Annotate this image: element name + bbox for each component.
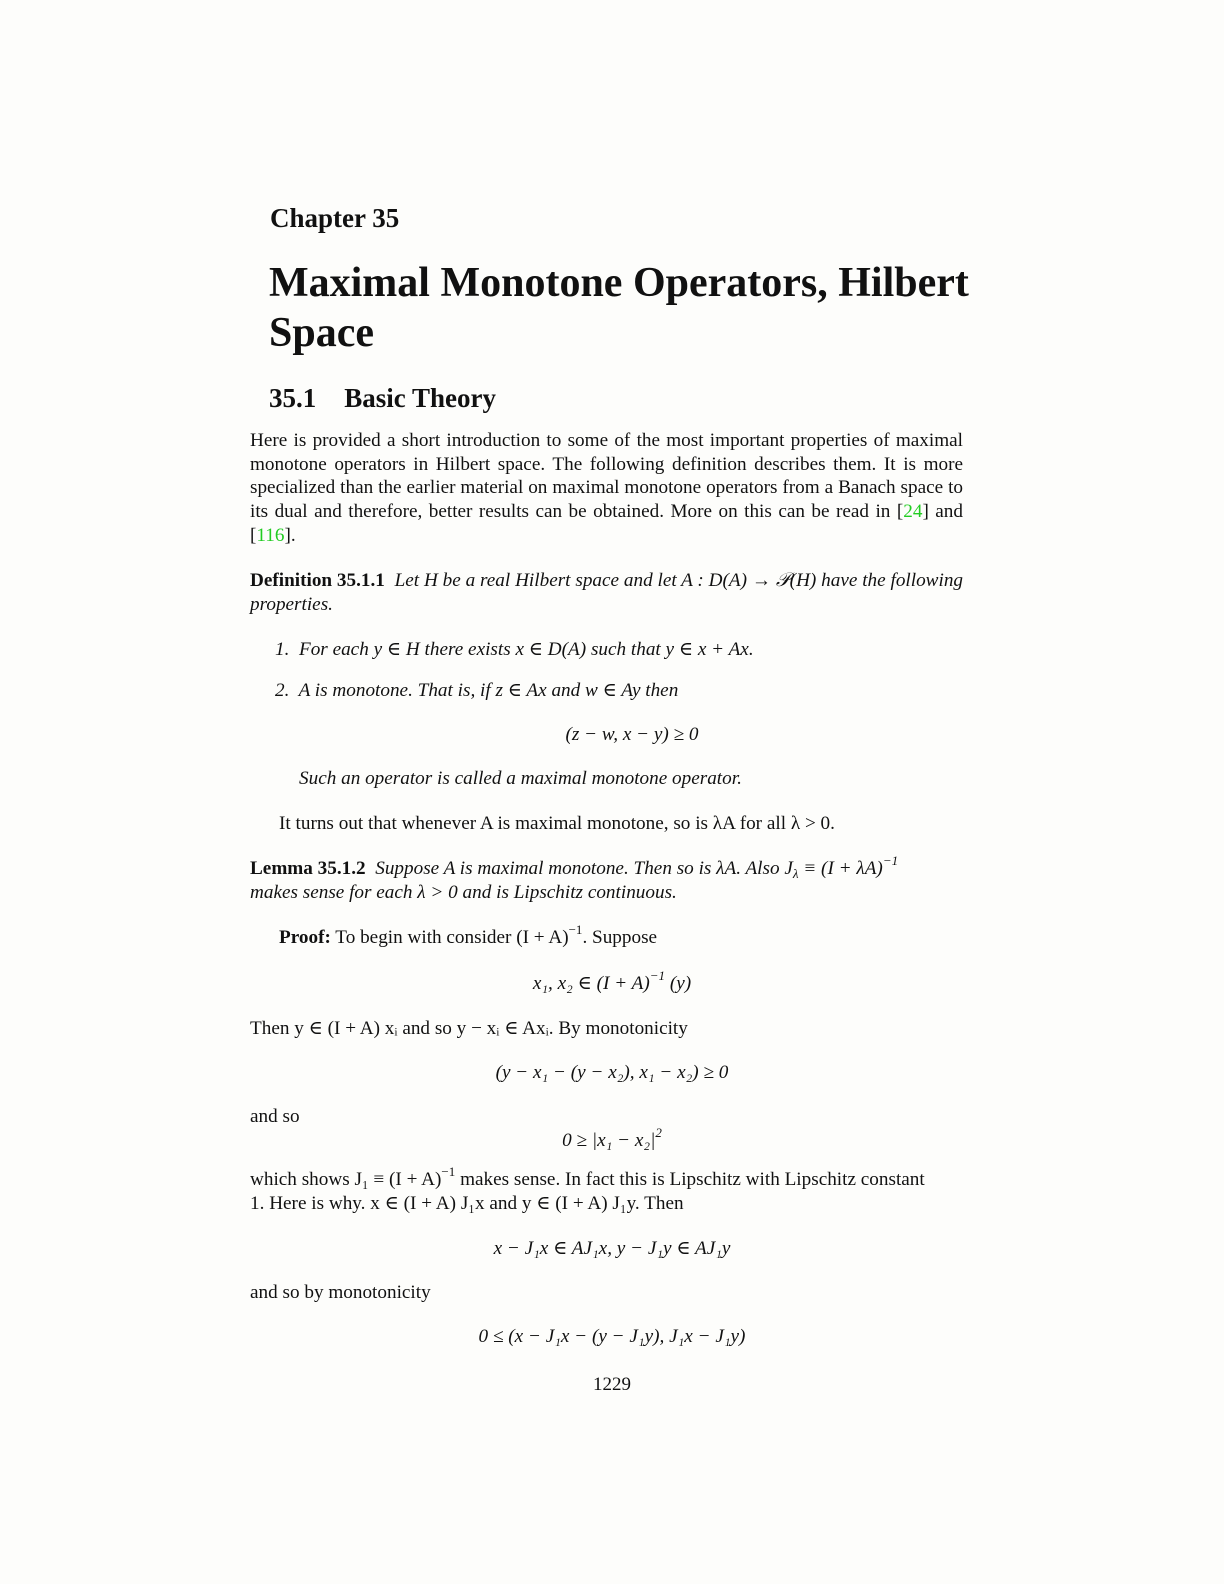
section-heading bbox=[269, 383, 496, 414]
equation-monotone: (z − w, x − y) ≥ 0 bbox=[565, 724, 699, 745]
proof-and-so: and so bbox=[250, 1106, 300, 1127]
remark-text: It turns out that whenever A is maximal monotone, so is λA for all λ > 0. bbox=[279, 813, 835, 834]
definition-item: 2. A is monotone. That is, if z ∈ Ax and w ∈ Ay then bbox=[275, 680, 679, 701]
citation-link[interactable]: 116 bbox=[256, 524, 285, 546]
page-number: 1229 bbox=[593, 1374, 631, 1395]
equation-preimage: x₁, x₂ ∈ $(I + A)^{-1}$ (y) bbox=[532, 968, 692, 994]
definition-statement: Definition 35.1.1 Let H be a real Hilbert space and let A : D(A) → 𝒫(H) have the following properties. bbox=[250, 570, 964, 615]
lemma-label: Lemma 35.1.2 bbox=[250, 858, 366, 879]
section-title: Basic Theory bbox=[344, 383, 497, 413]
citation-link[interactable]: 24 bbox=[903, 501, 923, 523]
definition-item: 1. For each y ∈ H there exists x ∈ D(A) such that y ∈ x + Ax. bbox=[275, 639, 754, 660]
proof-intro: Proof: To begin with consider $(I + A)^{-1}$. Suppose bbox=[279, 922, 658, 948]
proof-label: Proof: bbox=[279, 927, 331, 948]
chapter-title: Maximal Monotone Operators, Hilbert Space bbox=[269, 260, 969, 356]
definition-label: Definition 35.1.1 bbox=[250, 570, 385, 591]
lemma-statement: Lemma 35.1.2 Suppose A is maximal monotone. Then so is λA. Also $J_\lambda \equiv (I + \lambda A)^{-1}$ makes sense for each λ > 0 and is Lipschitz continuous. bbox=[250, 853, 899, 903]
chapter-label: Chapter 35 bbox=[270, 203, 400, 233]
proof-and-so-mono: and so by monotonicity bbox=[250, 1282, 431, 1303]
equation-lipschitz: 0 ≤ (x − J₁x − (y − J₁y), J₁x − J₁y) bbox=[478, 1326, 746, 1347]
definition-closing: Such an operator is called a maximal monotone operator. bbox=[299, 768, 742, 789]
equation-norm: $0 \ge |x_1 - x_2|^2$ bbox=[562, 1125, 662, 1151]
equation-monotonicity: (y − x₁ − (y − x₂), x₁ − x₂) ≥ 0 bbox=[495, 1062, 729, 1083]
section-number: 35.1 bbox=[269, 383, 317, 413]
equation-resolvent: x − J₁x ∈ AJ₁x, y − J₁y ∈ AJ₁y bbox=[493, 1238, 731, 1259]
proof-which-shows: which shows $J_1 \equiv (I + A)^{-1}$ makes sense. In fact this is Lipschitz with Lipschitz constant 1. Here is why. x ∈ (I + A) J₁x and y ∈ (I + A) J₁y. Then bbox=[250, 1164, 925, 1214]
proof-then-line: Then y ∈ (I + A) xᵢ and so y − xᵢ ∈ Axᵢ. By monotonicity bbox=[250, 1018, 688, 1039]
intro-paragraph: Here is provided a short introduction to some of the most important properties of maximal monotone operators in Hilbert space. The following definition describes them. It is more specialized than the earlier material on maximal monotone operators from a Banach space to its dual and therefore, better results can be obtained. More on this can be read in [24] and [116]. bbox=[250, 430, 963, 546]
